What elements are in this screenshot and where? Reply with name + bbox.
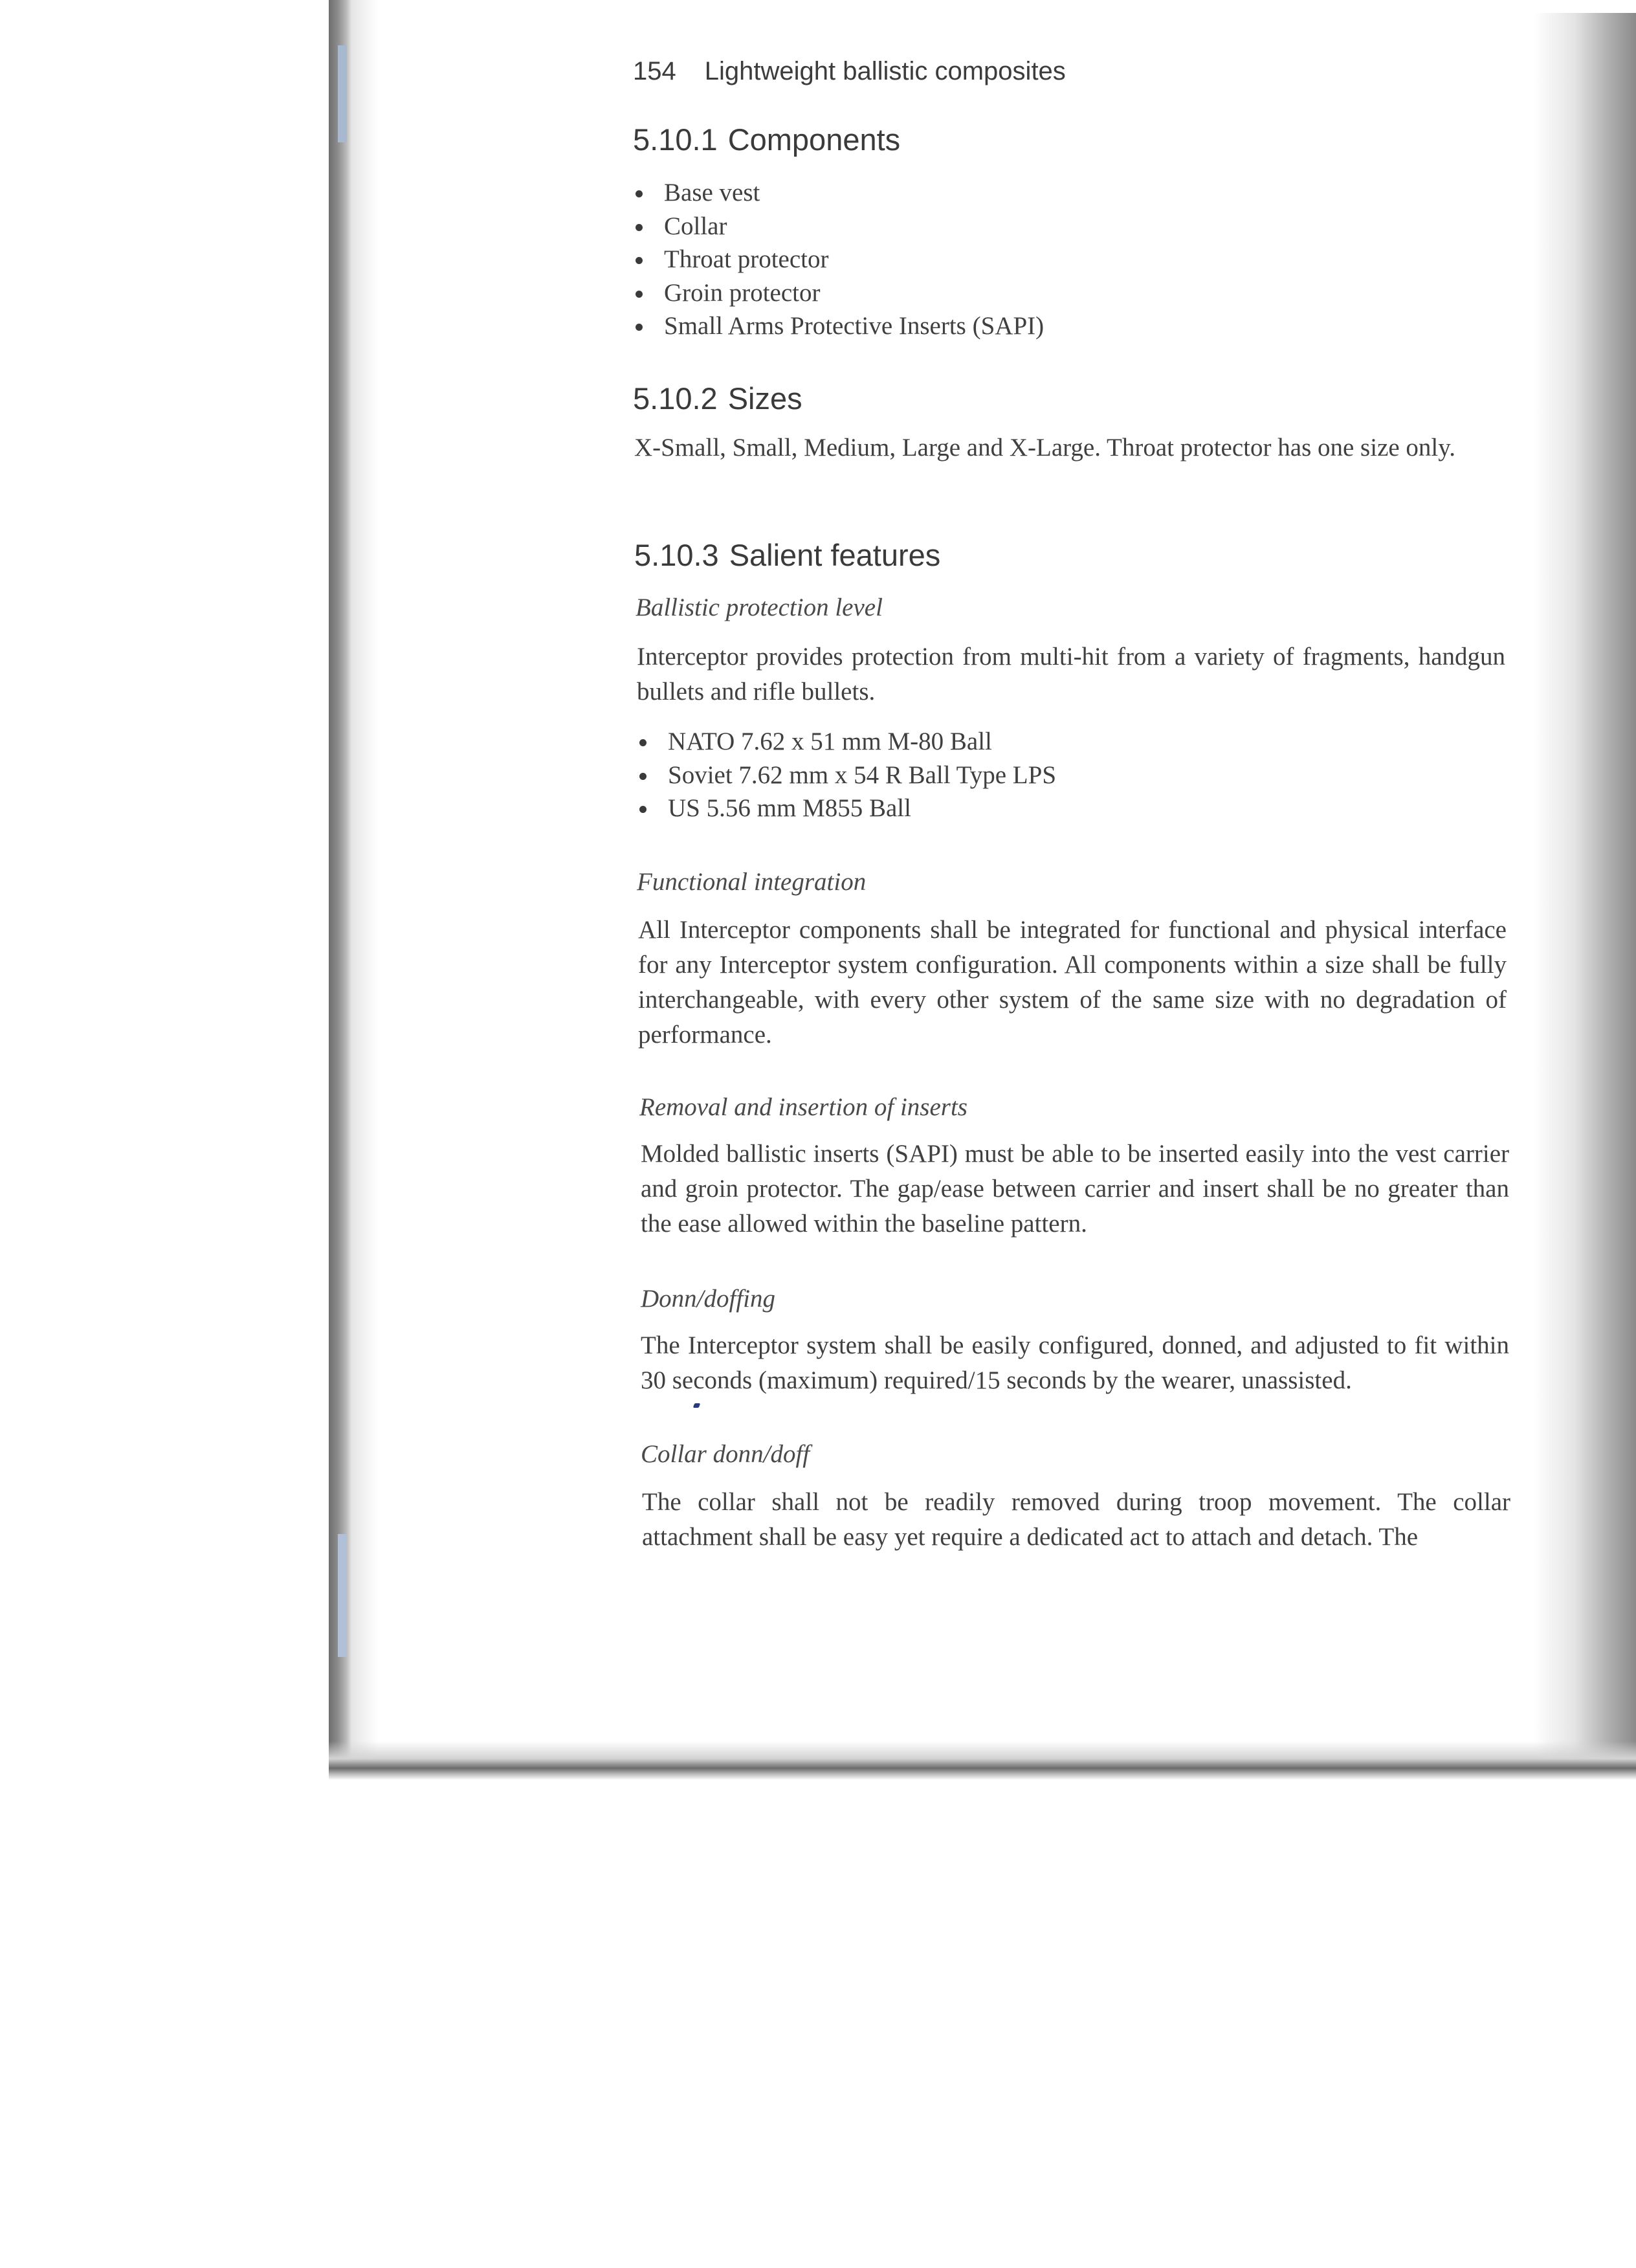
sizes-paragraph: X-Small, Small, Medium, Large and X-Large. Throat protector has one size only. [634,434,1455,461]
section-title: Salient features [729,538,941,572]
page-bottom-edge [329,1741,1636,1780]
section-heading-salient-features [634,537,940,573]
running-head [633,57,1066,86]
list-item: Collar [633,210,1044,243]
list-item: Small Arms Protective Inserts (SAPI) [633,309,1044,343]
binding-tape-bottom [338,1534,347,1657]
components-list [633,176,1044,343]
binding-tape-top [338,45,347,142]
section-title: Sizes [727,381,802,416]
ballistic-paragraph: Interceptor provides protection from multi-hit from a variety of fragments, handgun bullets and rifle bullets. [637,643,1505,706]
collar-paragraph: The collar shall not be readily removed during troop movement. The collar attachment shall be easy yet require a dedicated act to attach and detach. The [642,1488,1510,1551]
ammunition-list [637,725,1056,825]
section-title: Components [727,122,901,157]
subheading-functional-integration: Functional integration [637,868,867,896]
ink-speck [693,1403,701,1408]
subheading-collar-donn-doff: Collar donn/doff [641,1440,810,1468]
subheading-ballistic-protection: Ballistic protection level [636,594,883,621]
spine-highlight [352,0,378,1767]
section-number: 5.10.1 [633,122,718,157]
section-heading-sizes [633,381,802,416]
list-item: Groin protector [633,276,1044,310]
list-item: US 5.56 mm M855 Ball [637,792,1056,825]
list-item: Base vest [633,176,1044,210]
donning-paragraph: The Interceptor system shall be easily configured, donned, and adjusted to fit within 30 seconds (maximum) required/15 seconds by the wearer, unassisted. [641,1331,1509,1394]
gutter-shadow [1534,13,1636,1773]
section-number: 5.10.3 [634,538,719,572]
subheading-removal-insertion: Removal and insertion of inserts [639,1093,967,1121]
removal-paragraph: Molded ballistic inserts (SAPI) must be able to be inserted easily into the vest carrier and groin protector. The gap/ease between carrier and insert shall be no greater than the ease allowed within the baseline pattern. [641,1140,1509,1238]
subheading-donn-doffing: Donn/doffing [641,1285,776,1313]
list-item: Soviet 7.62 mm x 54 R Ball Type LPS [637,759,1056,792]
section-heading-components [633,122,900,157]
functional-paragraph: All Interceptor components shall be integrated for functional and physical interface for any Interceptor system configuration. All components within a size shall be fully interchangeable, with every other system of the same size with no degradation of performance. [638,916,1507,1049]
book-spine-edge [329,0,352,1767]
page-number: 154 [633,57,676,85]
section-number: 5.10.2 [633,381,718,416]
list-item: Throat protector [633,243,1044,276]
running-title: Lightweight ballistic composites [704,57,1066,85]
list-item: NATO 7.62 x 51 mm M-80 Ball [637,725,1056,759]
